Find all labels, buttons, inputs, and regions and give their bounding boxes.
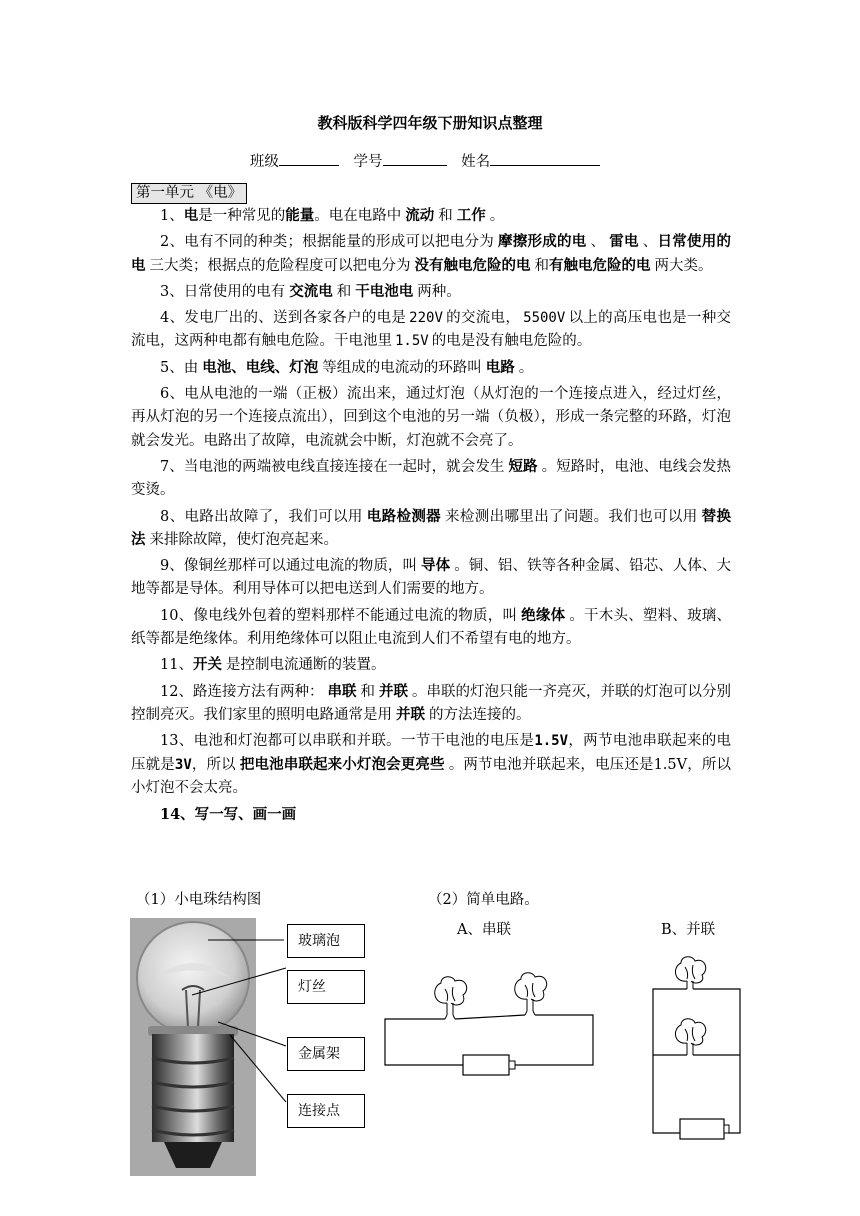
unit-heading: 第一单元 《电》 [131, 183, 247, 204]
parallel-label: B、并联 [661, 922, 716, 938]
item-5: 5、由 电池、电线、灯泡 等组成的电流动的环路叫 电路 。 [160, 359, 534, 376]
item-7: 7、当电池的两端被电线直接连接在一起时，就会发生 短路 。短路时，电池、电线会发热变烫。 [131, 458, 732, 499]
callout-metal-frame: 金属架 [287, 1037, 365, 1071]
series-bulb-2 [515, 973, 547, 1015]
item-14: 14、写一写、画一画 [160, 806, 297, 824]
item-11: 11、开关 是控制电流通断的装置。 [160, 657, 386, 674]
series-label: A、串联 [457, 922, 511, 938]
item-8: 8、电路出故障了，我们可以用 电路检测器 来检测出哪里出了问题。我们也可以用 替换法 来排除故障，使灯泡亮起来。 [131, 508, 731, 548]
bulb-structure-heading: （1）小电珠结构图 [136, 892, 262, 908]
item-2: 2、电有不同的种类；根据能量的形成可以把电分为 摩擦形成的电 、 雷电 、日常使用的电 三大类；根据点的危险程度可以把电分为 没有触电危险的电 和有触电危险的电 两大类。 [131, 234, 732, 274]
callout-glass-bulb: 玻璃泡 [287, 924, 365, 958]
item-3: 3、日常使用的电有 交流电 和 干电池电 两种。 [160, 283, 461, 300]
item-12: 12、路连接方法有两种： 串联 和 并联 。串联的灯泡只能一齐亮灭，并联的灯泡可以分别控制亮灭。我们家里的照明电路通常是用 并联 的方法连接的。 [131, 683, 732, 723]
item-1: 1、电是一种常见的能量。电在电路中 流动 和 工作 。 [160, 208, 505, 224]
parallel-bulb-1 [675, 957, 705, 989]
series-battery [463, 1055, 509, 1075]
simple-circuit-heading: （2）简单电路。 [428, 892, 539, 908]
name-label: 姓名 [461, 154, 491, 170]
item-9: 9、像铜丝那样可以通过电流的物质，叫 导体 。铜、铝、铁等各种金属、铅芯、人体、大地等都是导体。利用导体可以把电送到人们需要的地方。 [131, 558, 732, 598]
parallel-bulb-2 [675, 1019, 705, 1055]
number-label: 学号 [353, 154, 383, 170]
page-title: 教科版科学四年级下册知识点整理 [317, 114, 543, 132]
item-13: 13、电池和灯泡都可以串联和并联。一节干电池的电压是1.5V，两节电池串联起来的电压就是3V，所以 把电池串联起来小灯泡会更亮些 。两节电池并联起来，电压还是1.5V，所以小灯泡不会太亮。 [131, 733, 732, 796]
callout-contact-point: 连接点 [287, 1094, 365, 1128]
item-10: 10、像电线外包着的塑料那样不能通过电流的物质，叫 绝缘体 。干木头、塑料、玻璃、纸等都是绝缘体。利用绝缘体可以阻止电流到人们不希望有电的地方。 [131, 607, 732, 648]
item-6: 6、电从电池的一端（正极）流出来，通过灯泡（从灯泡的一个连接点进入，经过灯丝，再从灯泡的另一个连接点流出），回到这个电池的另一端（负极），形成一条完整的环路，灯泡就会发光。电路出了故障，电流就会中断，灯泡就不会亮了。 [131, 386, 731, 449]
series-bulb-1 [435, 977, 467, 1019]
callout-filament: 灯丝 [287, 970, 365, 1004]
series-circuit-diagram [385, 975, 600, 1075]
class-label: 班级 [249, 154, 279, 170]
item-4: 4、发电厂出的、送到各家各户的电是 220V 的交流电， 5500V 以上的高压电也是一种交流电，这两种电都有触电危险。干电池里 1.5V 的电是没有触电危险的。 [131, 310, 731, 350]
parallel-circuit-diagram [650, 955, 760, 1145]
parallel-battery [680, 1119, 724, 1139]
